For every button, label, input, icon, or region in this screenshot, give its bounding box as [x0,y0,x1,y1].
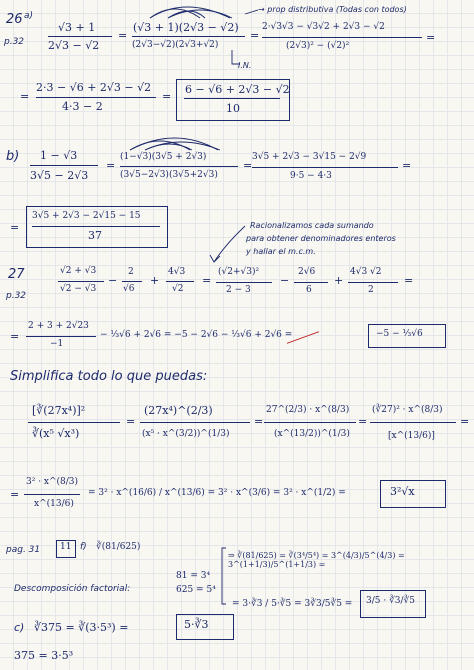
fraction-numerator: √2 + √3 [60,266,97,276]
answer-numerator: 3√5 + 2√3 − 2√15 − 15 [32,211,141,221]
fraction-bar [166,281,194,282]
equals-sign: = [118,29,128,42]
fraction-numerator: 2 [128,267,134,277]
fraction-bar [264,422,356,423]
fraction-denominator: −1 [50,339,64,349]
fraction-denominator: 3√5 − 2√3 [30,169,89,182]
fraction-bar [370,422,456,423]
fraction-numerator: [∛(27x⁴)]² [32,404,86,417]
equals-sign: = [10,330,20,343]
fraction-numerator: 27^(2/3) · x^(8/3) [266,405,350,415]
equals-sign: = [10,488,20,501]
equals-sign: = [243,159,253,172]
exercise-part: f) [80,542,87,552]
fraction-numerator: (√2+√3)² [218,267,260,277]
equals-sign: = [460,415,470,428]
annotation-note: → prop distributiva (Todas con todos) [258,5,407,14]
fraction-denominator: (x^(13/2))^(1/3) [274,429,350,439]
fraction-numerator: 3² · x^(8/3) [26,477,79,487]
fraction-denominator: 2√3 − √2 [48,39,100,52]
fraction-bar [24,494,80,495]
exercise-number: 26 [6,12,23,27]
fraction-denominator: √6 [123,284,135,294]
fraction-bar [32,226,160,227]
fraction-numerator: 2√6 [298,267,316,277]
equals-sign: = [404,274,414,287]
fraction-numerator: 2·√3√3 − √3√2 + 2√3 − √2 [262,22,385,32]
fraction-bar [30,165,98,166]
answer-numerator: 6 − √6 + 2√3 − √2 [185,83,290,96]
answer-value: −5 − ⅓√6 [376,329,423,339]
equals-sign: = [202,274,212,287]
equals-sign: = [358,415,368,428]
exercise-expression: ∛375 = ∛(3·5³) = [34,621,129,634]
annotation-note: y hallar el m.c.m. [246,247,316,256]
fraction-numerator: 4√3 [168,267,186,277]
minus-sign: − [280,274,290,287]
fraction-bar [294,282,328,283]
fraction-denominator: 6 [306,285,312,295]
fraction-bar [216,282,272,283]
answer-value: 3²√x [390,485,415,498]
page-ref: p.32 [4,37,25,47]
exercise-number: 11 [60,542,72,552]
plus-sign: + [334,274,344,287]
page-ref: pag. 31 [6,545,41,555]
fraction-bar [48,36,112,37]
fraction-denominator: (2√3)² − (√2)² [286,41,350,51]
equals-sign: = [254,415,264,428]
fraction-bar [348,282,398,283]
derivation: ⇒ ∛(81/625) = ∛(3⁴/5⁴) = 3^(4/3)/5^(4/3) = 3^(1+1/3)/5^(1+1/3) = [228,551,405,569]
fraction-denominator: 9·5 − 4·3 [290,171,332,181]
fraction-denominator: [x^(13/6)] [388,431,435,441]
method-label: Descomposición factorial: [14,584,131,594]
minus-sign: − [108,274,118,287]
fraction-denominator: ∛(x⁵ √x³) [32,427,80,440]
equals-sign: = [402,159,412,172]
fraction-numerator: 4√3 √2 [350,267,382,277]
fraction-denominator: √2 − √3 [60,284,97,294]
fraction-denominator: (3√5−2√3)(3√5+2√3) [120,170,218,180]
fraction-denominator: 2 [368,285,374,295]
equals-sign: = [10,221,20,234]
equals-sign: = [162,90,172,103]
fraction-bar [140,422,250,423]
exercise-part: a) [24,11,34,21]
fraction-denominator: √2 [172,284,184,294]
fraction-bar [184,98,280,99]
fraction-denominator: (2√3−√2)(2√3+√2) [132,40,219,50]
fraction-numerator: 1 − √3 [40,149,78,162]
answer-denominator: 10 [226,102,240,115]
fraction-numerator: √3 + 1 [58,21,96,34]
fraction-bar [252,167,398,168]
fraction-numerator: (27x⁴)^(2/3) [144,404,213,417]
answer-value: 5·∛3 [184,618,209,631]
fraction-numerator: 2 + 3 + 2√23 [28,321,89,331]
factorization: 81 = 3⁴ [176,571,211,581]
fraction-numerator: 2·3 − √6 + 2√3 − √2 [36,81,152,94]
fraction-bar [26,336,96,337]
exercise-expression: ∛(81/625) [96,542,141,552]
fraction-bar [132,36,245,37]
answer-value: 3/5 · ∛3/∛5 [366,596,416,606]
equals-sign: = [250,29,260,42]
factorization: 625 = 5⁴ [176,585,216,595]
annotation-note: Racionalizamos cada sumando [250,221,374,230]
derivation: = 3·∛3 / 5·∛5 = 3∛3/5∛5 = [232,599,353,609]
section-heading: Simplifica todo lo que puedas: [10,369,208,384]
plus-sign: + [150,274,160,287]
fraction-bar [122,281,142,282]
answer-denominator: 37 [88,229,102,242]
fraction-numerator: 3√5 + 2√3 − 3√15 − 2√9 [252,152,367,162]
fraction-denominator: 2 − 3 [226,285,251,295]
fraction-numerator: (∛27)² · x^(8/3) [372,405,443,415]
factorization: 375 = 3·5³ [14,649,74,662]
fraction-numerator: (1−√3)(3√5 + 2√3) [120,152,207,162]
equals-sign: = [20,90,30,103]
fraction-bar [28,422,120,423]
equals-sign: = [426,31,436,44]
fraction-bar [120,166,238,167]
exercise-number: 27 [8,267,25,282]
fraction-bar [262,37,422,38]
fraction-numerator: (√3 + 1)(2√3 − √2) [133,21,239,34]
fraction-denominator: 4·3 − 2 [62,100,103,113]
page-ref: p.32 [6,291,27,301]
expression-continuation: = 3² · x^(16/6) / x^(13/6) = 3² · x^(3/6) = 3² · x^(1/2) = [88,488,346,498]
annotation-note: para obtener denominadores enteros [246,234,396,243]
fraction-denominator: (x⁵ · x^(3/2))^(1/3) [142,429,230,439]
exercise-part: b) [6,149,20,164]
exercise-part: c) [14,621,25,634]
fraction-denominator: x^(13/6) [34,499,74,509]
fraction-bar [36,97,156,98]
fraction-bar [58,281,104,282]
equals-sign: = [106,159,116,172]
equals-sign: = [126,415,136,428]
expression-continuation: − ⅓√6 + 2√6 = −5 − 2√6 − ⅓√6 + 2√6 = [100,330,293,340]
annotation-tag: I.N. [238,61,252,70]
